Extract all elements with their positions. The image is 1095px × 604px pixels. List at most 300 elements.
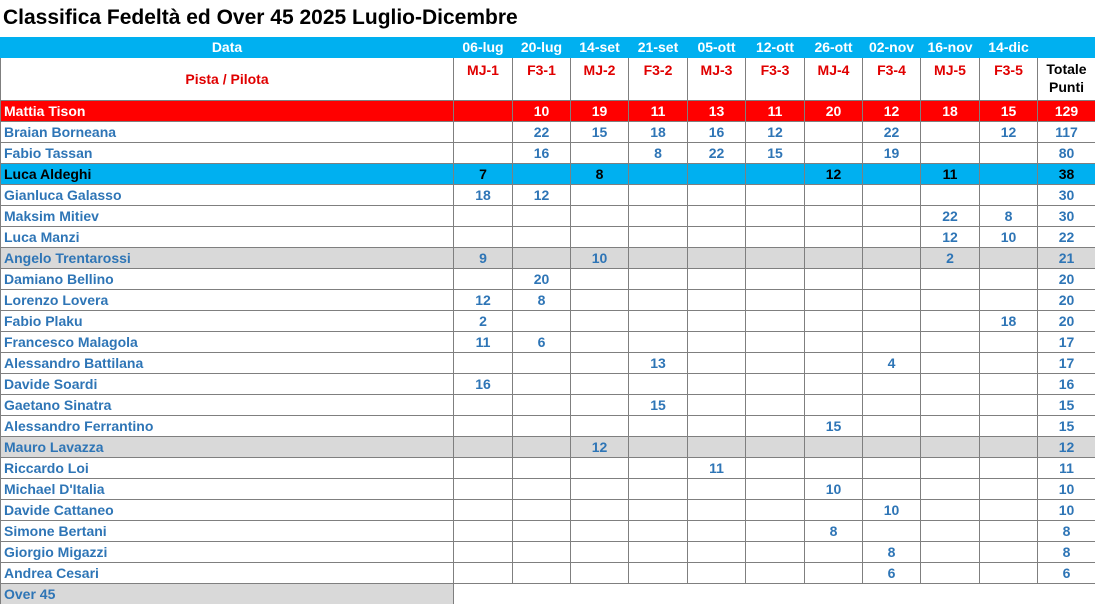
- points-cell: [863, 395, 921, 416]
- table-row: [1, 101, 1095, 122]
- table-row: [1, 395, 1095, 416]
- table-row: [1, 269, 1095, 290]
- points-cell: 11: [629, 101, 688, 122]
- table-row: [1, 500, 1095, 521]
- table-row: [1, 143, 1095, 164]
- points-cell: 22: [688, 143, 746, 164]
- points-cell: [513, 521, 571, 542]
- points-cell: [746, 416, 805, 437]
- points-cell: [454, 269, 513, 290]
- points-cell: [980, 164, 1038, 185]
- race-header: F3-2: [629, 58, 688, 101]
- points-cell: [863, 248, 921, 269]
- points-cell: [688, 416, 746, 437]
- points-cell: [805, 353, 863, 374]
- points-cell: 12: [980, 122, 1038, 143]
- points-cell: [629, 248, 688, 269]
- total-points: 8: [1038, 542, 1095, 563]
- race-header: MJ-3: [688, 58, 746, 101]
- points-cell: [629, 206, 688, 227]
- points-cell: 12: [921, 227, 980, 248]
- points-cell: 18: [921, 101, 980, 122]
- table-row: [1, 185, 1095, 206]
- points-cell: [454, 500, 513, 521]
- points-cell: [863, 479, 921, 500]
- points-cell: [746, 185, 805, 206]
- blank-cell: [921, 584, 980, 604]
- points-cell: 2: [921, 248, 980, 269]
- points-cell: [454, 227, 513, 248]
- race-header: F3-1: [513, 58, 571, 101]
- total-points: 21: [1038, 248, 1095, 269]
- points-cell: [513, 311, 571, 332]
- points-cell: [513, 458, 571, 479]
- points-cell: [571, 269, 629, 290]
- points-cell: [746, 563, 805, 584]
- points-cell: [921, 311, 980, 332]
- points-cell: [571, 479, 629, 500]
- pilot-name: Alessandro Battilana: [1, 353, 454, 374]
- pilot-name: Mattia Tison: [1, 101, 454, 122]
- points-cell: 12: [805, 164, 863, 185]
- points-cell: [921, 122, 980, 143]
- points-cell: [513, 479, 571, 500]
- points-cell: [688, 206, 746, 227]
- table-row: [1, 332, 1095, 353]
- race-header: MJ-4: [805, 58, 863, 101]
- points-cell: [454, 206, 513, 227]
- pilot-name: Maksim Mitiev: [1, 206, 454, 227]
- date-header: 16-nov: [921, 38, 980, 58]
- points-cell: [571, 563, 629, 584]
- points-cell: [513, 542, 571, 563]
- total-label-line2: Punti: [1038, 78, 1095, 96]
- points-cell: [688, 479, 746, 500]
- points-cell: 22: [921, 206, 980, 227]
- points-cell: 13: [688, 101, 746, 122]
- points-cell: [513, 437, 571, 458]
- points-cell: [863, 290, 921, 311]
- points-cell: 11: [746, 101, 805, 122]
- points-cell: 15: [571, 122, 629, 143]
- points-cell: [863, 164, 921, 185]
- points-cell: [688, 185, 746, 206]
- points-cell: [746, 248, 805, 269]
- points-cell: [454, 122, 513, 143]
- points-cell: [921, 563, 980, 584]
- total-points: 117: [1038, 122, 1095, 143]
- over45-section-row: [1, 584, 1095, 604]
- total-points: 10: [1038, 500, 1095, 521]
- points-cell: [980, 500, 1038, 521]
- date-header: 14-set: [571, 38, 629, 58]
- points-cell: [513, 500, 571, 521]
- points-cell: 15: [805, 416, 863, 437]
- points-cell: [746, 437, 805, 458]
- points-cell: [688, 374, 746, 395]
- table-row: [1, 458, 1095, 479]
- total-points: 15: [1038, 395, 1095, 416]
- points-cell: [513, 416, 571, 437]
- points-cell: 18: [629, 122, 688, 143]
- points-cell: [805, 542, 863, 563]
- blank-cell: [629, 584, 688, 604]
- pilot-name: Davide Cattaneo: [1, 500, 454, 521]
- points-cell: [513, 353, 571, 374]
- points-cell: 2: [454, 311, 513, 332]
- points-cell: [805, 332, 863, 353]
- date-header: 26-ott: [805, 38, 863, 58]
- points-cell: [980, 416, 1038, 437]
- points-cell: [921, 290, 980, 311]
- points-cell: 15: [629, 395, 688, 416]
- pilot-name: Riccardo Loi: [1, 458, 454, 479]
- points-cell: [746, 542, 805, 563]
- points-cell: 16: [454, 374, 513, 395]
- pilot-name: Fabio Plaku: [1, 311, 454, 332]
- points-cell: [688, 248, 746, 269]
- pilot-name: Francesco Malagola: [1, 332, 454, 353]
- pilot-name: Andrea Cesari: [1, 563, 454, 584]
- points-cell: 8: [980, 206, 1038, 227]
- points-cell: [805, 563, 863, 584]
- points-cell: 10: [980, 227, 1038, 248]
- points-cell: [688, 332, 746, 353]
- points-cell: [746, 500, 805, 521]
- points-cell: [863, 206, 921, 227]
- points-cell: [980, 437, 1038, 458]
- points-cell: [454, 353, 513, 374]
- points-cell: 20: [805, 101, 863, 122]
- points-cell: 15: [746, 143, 805, 164]
- points-cell: [863, 269, 921, 290]
- points-cell: 19: [571, 101, 629, 122]
- points-cell: [629, 269, 688, 290]
- points-cell: [688, 164, 746, 185]
- points-cell: [805, 374, 863, 395]
- points-cell: 12: [513, 185, 571, 206]
- points-cell: 8: [513, 290, 571, 311]
- table-row: [1, 164, 1095, 185]
- points-cell: [688, 542, 746, 563]
- points-cell: [805, 122, 863, 143]
- points-cell: [921, 395, 980, 416]
- points-cell: [863, 332, 921, 353]
- pilot-name: Simone Bertani: [1, 521, 454, 542]
- points-cell: [980, 332, 1038, 353]
- table-row: [1, 521, 1095, 542]
- total-points: 17: [1038, 353, 1095, 374]
- points-cell: [629, 311, 688, 332]
- points-cell: [629, 500, 688, 521]
- points-cell: [805, 290, 863, 311]
- points-cell: [746, 374, 805, 395]
- points-cell: [513, 395, 571, 416]
- points-cell: 22: [863, 122, 921, 143]
- points-cell: [921, 374, 980, 395]
- points-cell: 11: [454, 332, 513, 353]
- points-cell: [571, 374, 629, 395]
- points-cell: [863, 416, 921, 437]
- points-cell: 12: [454, 290, 513, 311]
- blank-cell: [980, 584, 1038, 604]
- race-header: MJ-1: [454, 58, 513, 101]
- points-cell: 18: [454, 185, 513, 206]
- points-cell: [921, 185, 980, 206]
- pilot-name: Fabio Tassan: [1, 143, 454, 164]
- points-cell: [921, 437, 980, 458]
- points-cell: [805, 458, 863, 479]
- table-row: [1, 542, 1095, 563]
- points-cell: [454, 437, 513, 458]
- over45-label: Over 45: [1, 584, 454, 604]
- points-cell: [571, 416, 629, 437]
- table-row: [1, 416, 1095, 437]
- points-cell: [571, 227, 629, 248]
- points-cell: [688, 500, 746, 521]
- points-cell: [454, 521, 513, 542]
- points-cell: [863, 437, 921, 458]
- points-cell: [688, 395, 746, 416]
- points-cell: [454, 395, 513, 416]
- points-cell: [571, 206, 629, 227]
- pilot-name: Luca Aldeghi: [1, 164, 454, 185]
- points-cell: [629, 374, 688, 395]
- points-cell: [746, 353, 805, 374]
- pilot-name: Mauro Lavazza: [1, 437, 454, 458]
- points-cell: [980, 479, 1038, 500]
- total-points: 10: [1038, 479, 1095, 500]
- points-cell: 10: [805, 479, 863, 500]
- points-cell: [688, 269, 746, 290]
- points-cell: 12: [863, 101, 921, 122]
- points-cell: [980, 458, 1038, 479]
- blank-cell: [805, 584, 863, 604]
- total-points: 16: [1038, 374, 1095, 395]
- points-cell: 15: [980, 101, 1038, 122]
- points-cell: 8: [863, 542, 921, 563]
- pilot-name: Michael D'Italia: [1, 479, 454, 500]
- points-cell: [629, 332, 688, 353]
- points-cell: [805, 227, 863, 248]
- pilot-name: Gaetano Sinatra: [1, 395, 454, 416]
- table-row: [1, 353, 1095, 374]
- points-cell: [513, 206, 571, 227]
- points-cell: [921, 143, 980, 164]
- points-cell: [513, 248, 571, 269]
- points-cell: [571, 458, 629, 479]
- points-cell: [746, 458, 805, 479]
- points-cell: [629, 227, 688, 248]
- total-points: 20: [1038, 269, 1095, 290]
- points-cell: [571, 290, 629, 311]
- standings-body: [1, 38, 1095, 604]
- pilota-label: Pista / Pilota: [1, 58, 454, 101]
- table-row: [1, 479, 1095, 500]
- points-cell: [921, 458, 980, 479]
- points-cell: [571, 311, 629, 332]
- points-cell: [921, 353, 980, 374]
- points-cell: 13: [629, 353, 688, 374]
- pilot-name: Giorgio Migazzi: [1, 542, 454, 563]
- table-row: [1, 206, 1095, 227]
- blank-cell: [863, 584, 921, 604]
- race-header: MJ-2: [571, 58, 629, 101]
- points-cell: [863, 521, 921, 542]
- table-row: [1, 374, 1095, 395]
- points-cell: [746, 290, 805, 311]
- points-cell: [454, 458, 513, 479]
- header-races-row: [1, 58, 1095, 101]
- total-points: 80: [1038, 143, 1095, 164]
- points-cell: [746, 206, 805, 227]
- points-cell: [688, 227, 746, 248]
- points-cell: [746, 521, 805, 542]
- date-header: 12-ott: [746, 38, 805, 58]
- pilot-name: Braian Borneana: [1, 122, 454, 143]
- points-cell: 4: [863, 353, 921, 374]
- points-cell: 6: [513, 332, 571, 353]
- points-cell: [629, 542, 688, 563]
- table-row: [1, 290, 1095, 311]
- total-points: 11: [1038, 458, 1095, 479]
- points-cell: [454, 101, 513, 122]
- table-row: [1, 227, 1095, 248]
- total-points: 15: [1038, 416, 1095, 437]
- points-cell: [921, 416, 980, 437]
- race-header: F3-4: [863, 58, 921, 101]
- date-header: 14-dic: [980, 38, 1038, 58]
- points-cell: [805, 185, 863, 206]
- points-cell: [921, 269, 980, 290]
- total-points: 30: [1038, 185, 1095, 206]
- blank-cell: [454, 584, 513, 604]
- points-cell: [571, 332, 629, 353]
- total-points: 38: [1038, 164, 1095, 185]
- blank-cell: [571, 584, 629, 604]
- data-label: Data: [1, 38, 454, 58]
- points-cell: [513, 227, 571, 248]
- pilot-name: Davide Soardi: [1, 374, 454, 395]
- points-cell: [454, 563, 513, 584]
- points-cell: [921, 521, 980, 542]
- points-cell: [980, 395, 1038, 416]
- points-cell: [571, 542, 629, 563]
- points-cell: [863, 311, 921, 332]
- points-cell: [921, 479, 980, 500]
- points-cell: [629, 290, 688, 311]
- total-points: 8: [1038, 521, 1095, 542]
- date-header: 21-set: [629, 38, 688, 58]
- points-cell: [688, 290, 746, 311]
- points-cell: [805, 395, 863, 416]
- points-cell: 11: [921, 164, 980, 185]
- points-cell: [805, 269, 863, 290]
- table-row: [1, 311, 1095, 332]
- points-cell: [571, 500, 629, 521]
- points-cell: [863, 458, 921, 479]
- points-cell: [454, 416, 513, 437]
- points-cell: [980, 353, 1038, 374]
- date-header: 05-ott: [688, 38, 746, 58]
- points-cell: [980, 563, 1038, 584]
- points-cell: [746, 479, 805, 500]
- pilot-name: Gianluca Galasso: [1, 185, 454, 206]
- points-cell: [746, 311, 805, 332]
- points-cell: [629, 164, 688, 185]
- points-cell: [571, 143, 629, 164]
- points-cell: 9: [454, 248, 513, 269]
- points-cell: 10: [513, 101, 571, 122]
- points-cell: [980, 521, 1038, 542]
- points-cell: [571, 395, 629, 416]
- points-cell: 16: [688, 122, 746, 143]
- pilot-name: Damiano Bellino: [1, 269, 454, 290]
- date-header: 06-lug: [454, 38, 513, 58]
- table-row: [1, 563, 1095, 584]
- points-cell: [863, 185, 921, 206]
- sheet-title: Classifica Fedeltà ed Over 45 2025 Luglio-Dicembre: [3, 4, 518, 32]
- total-points: 20: [1038, 311, 1095, 332]
- points-cell: 8: [571, 164, 629, 185]
- date-header: 02-nov: [863, 38, 921, 58]
- points-cell: [805, 206, 863, 227]
- points-cell: 10: [863, 500, 921, 521]
- points-cell: [980, 290, 1038, 311]
- points-cell: [571, 185, 629, 206]
- points-cell: [805, 143, 863, 164]
- points-cell: [921, 542, 980, 563]
- points-cell: [571, 353, 629, 374]
- points-cell: [629, 416, 688, 437]
- points-cell: [980, 269, 1038, 290]
- points-cell: [746, 332, 805, 353]
- race-header: F3-5: [980, 58, 1038, 101]
- points-cell: [629, 563, 688, 584]
- points-cell: [980, 542, 1038, 563]
- total-points: 17: [1038, 332, 1095, 353]
- date-header-blank: [1038, 38, 1095, 58]
- date-header: 20-lug: [513, 38, 571, 58]
- table-row: [1, 122, 1095, 143]
- race-header: MJ-5: [921, 58, 980, 101]
- points-cell: [746, 269, 805, 290]
- points-cell: [513, 374, 571, 395]
- points-cell: 10: [571, 248, 629, 269]
- points-cell: [629, 479, 688, 500]
- points-cell: [921, 500, 980, 521]
- points-cell: [571, 521, 629, 542]
- points-cell: [746, 395, 805, 416]
- race-header: F3-3: [746, 58, 805, 101]
- points-cell: [921, 332, 980, 353]
- points-cell: [805, 248, 863, 269]
- points-cell: 8: [805, 521, 863, 542]
- points-cell: 22: [513, 122, 571, 143]
- points-cell: 18: [980, 311, 1038, 332]
- total-header: [1038, 58, 1095, 101]
- points-cell: [688, 563, 746, 584]
- points-cell: [980, 185, 1038, 206]
- total-points: 12: [1038, 437, 1095, 458]
- points-cell: 20: [513, 269, 571, 290]
- total-points: 30: [1038, 206, 1095, 227]
- standings-table: [0, 37, 1095, 604]
- points-cell: 8: [629, 143, 688, 164]
- points-cell: 11: [688, 458, 746, 479]
- blank-cell: [746, 584, 805, 604]
- points-cell: [688, 437, 746, 458]
